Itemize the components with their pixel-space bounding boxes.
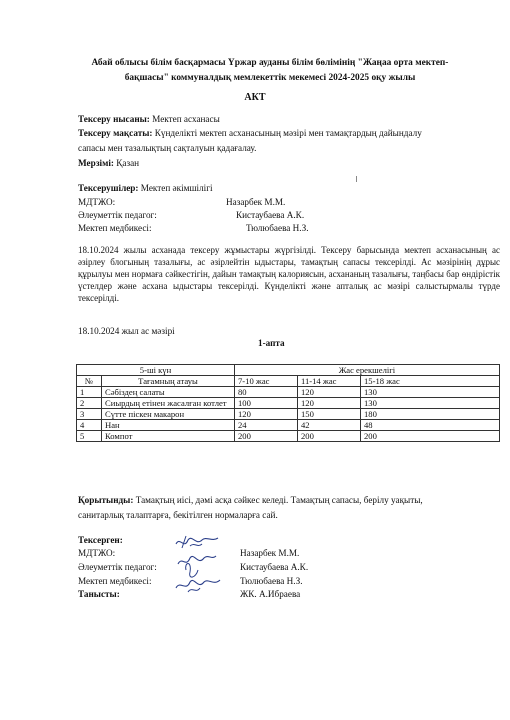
row-num: 3 (77, 409, 102, 420)
document-title: АКТ (244, 92, 266, 103)
inspection-purpose-value-1: Күнделікті мектеп асханасының мәзірі мен тамақтардың дайындалу (152, 128, 422, 138)
scan-mark (356, 176, 357, 182)
inspectors-heading (78, 183, 213, 193)
row-value-7-10: 80 (235, 387, 298, 398)
row-value-7-10: 24 (235, 420, 298, 431)
table-row (77, 431, 500, 442)
inspection-paragraph: 18.10.2024 жылы асханада тексеру жұмыстары жүргізілді. Тексеру барысында мектеп асханасының ас әзірлеу блогының тазалығы, ас әзірлейтін ыдыстары, тамақтың сапасы тексерілді. Ас мәзірінің дұрыс құрылуы мен нормаға сәйкестігін, дайын тамақтың калориясын, асхананың тазалығы, таңбасы бар өндірістік үстелдер және асхана ыдыстары тексерілді. Күнделікті және апталық ас мәзірі салыстырмалы түрде тексерілді. (78, 245, 500, 303)
row-value-7-10: 200 (235, 431, 298, 442)
inspection-object-value: Мектеп асханасы (149, 114, 220, 124)
acquainted-label: Танысты: (78, 589, 120, 599)
signer-name-1: Назарбек М.М. (240, 548, 300, 558)
table-row (77, 420, 500, 431)
row-num: 1 (77, 387, 102, 398)
inspectors-value: Мектеп әкімшілігі (138, 183, 213, 193)
signer-role-1: МДТЖО: (78, 548, 116, 558)
inspector-role-3: Мектеп медбикесі: (78, 223, 152, 233)
signer-name-2: Кистаубаева А.К. (240, 562, 309, 572)
row-dish: Нан (102, 420, 235, 431)
row-value-11-14: 42 (298, 420, 361, 431)
row-value-15-18: 48 (361, 420, 500, 431)
row-num: 5 (77, 431, 102, 442)
signer-name-3: Тюлюбаева Н.З. (240, 576, 303, 586)
row-value-15-18: 130 (361, 398, 500, 409)
inspection-period (78, 158, 139, 168)
inspector-name-1: Назарбек М.М. (226, 197, 286, 207)
inspection-purpose-value-2: сапасы мен тазалықтың сақталуын қадағалау. (78, 143, 257, 153)
table-row (77, 387, 500, 398)
conclusion-line-1: Тамақтың иісі, дәмі асқа сәйкес келеді. Тамақтың сапасы, берілу уақыты, (133, 495, 423, 505)
row-dish: Сүтте піскен макарон (102, 409, 235, 420)
row-value-15-18: 130 (361, 387, 500, 398)
age-group-1: 7-10 жас (235, 376, 298, 387)
row-value-11-14: 200 (298, 431, 361, 442)
conclusion-label: Қорытынды: (78, 495, 134, 505)
row-value-11-14: 120 (298, 398, 361, 409)
week-label: 1-апта (258, 338, 285, 348)
checked-label: Тексерген: (78, 535, 123, 545)
signer-role-2: Әлеуметтік педагог: (78, 562, 157, 572)
age-group-2: 11-14 жас (298, 376, 361, 387)
dish-header: Тағамның атауы (102, 376, 235, 387)
signer-role-3: Мектеп медбикесі: (78, 576, 152, 586)
row-dish: Сиырдың етінен жасалған котлет (102, 398, 235, 409)
table-header-row (77, 365, 500, 376)
row-value-11-14: 150 (298, 409, 361, 420)
inspector-name-3: Тюлюбаева Н.З. (246, 223, 309, 233)
inspection-period-label: Мерзімі: (78, 158, 114, 168)
table-row (77, 398, 500, 409)
menu-date: 18.10.2024 жыл ас мәзірі (78, 326, 175, 336)
age-header: Жас ерекшелігі (235, 365, 500, 376)
inspectors-label: Тексерушілер: (78, 183, 139, 193)
day-header: 5-ші күн (77, 365, 235, 376)
age-group-3: 15-18 жас (361, 376, 500, 387)
row-value-11-14: 120 (298, 387, 361, 398)
organization-header: Абай облысы білім басқармасы Үржар ауданы білім бөлімінің "Жаңаа орта мектеп-бақшасы" коммуналдық мемлекеттік мекемесі 2024-2025 оқу жылы (91, 58, 449, 83)
inspector-role-1: МДТЖО: (78, 197, 116, 207)
num-header: № (77, 376, 102, 387)
row-dish: Сәбіздең салаты (102, 387, 235, 398)
row-value-15-18: 180 (361, 409, 500, 420)
inspector-name-2: Кистаубаева А.К. (236, 210, 305, 220)
row-value-7-10: 120 (235, 409, 298, 420)
row-value-15-18: 200 (361, 431, 500, 442)
inspection-purpose (78, 128, 422, 138)
table-row (77, 409, 500, 420)
inspection-object (78, 114, 220, 124)
conclusion (78, 495, 423, 505)
inspection-object-label: Тексеру нысаны: (78, 114, 150, 124)
row-num: 4 (77, 420, 102, 431)
row-num: 2 (77, 398, 102, 409)
handwritten-signatures (168, 530, 228, 600)
table-subheader-row (77, 376, 500, 387)
acquainted-name: ЖК. А.Ибраева (240, 589, 301, 599)
row-dish: Компот (102, 431, 235, 442)
inspection-period-value: Қазан (113, 158, 140, 168)
menu-table (76, 364, 500, 442)
conclusion-line-2: санитарлық талаптарға, бекітілген нормаларға сай. (78, 510, 278, 520)
inspector-role-2: Әлеуметтік педагог: (78, 210, 157, 220)
inspection-purpose-label: Тексеру мақсаты: (78, 128, 153, 138)
row-value-7-10: 100 (235, 398, 298, 409)
